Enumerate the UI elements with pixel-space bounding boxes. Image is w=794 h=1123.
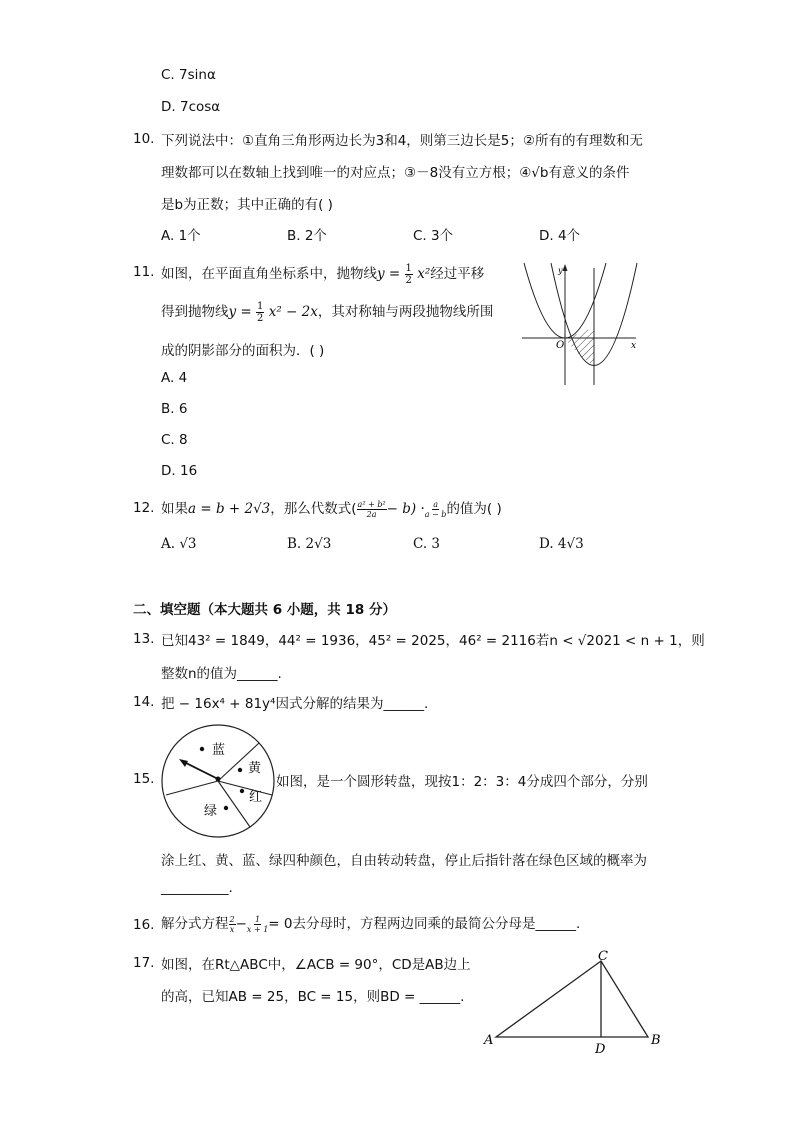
q15-line-2: 涂上红、黄、蓝、绿四种颜色，自由转动转盘，停止后指针落在绿色区域的概率为 (161, 853, 647, 869)
q9-option-d: D. 7cosα (161, 99, 221, 115)
q10-number: 10. (133, 131, 155, 147)
q10-line-1: 下列说法中：①直角三角形两边长为3和4，则第三边长是5；②所有的有理数和无 (161, 133, 643, 149)
q9-option-c: C. 7sinα (161, 67, 216, 83)
q15-label-yellow: 黄 (248, 761, 262, 776)
q12-text-a: 如果 (161, 501, 188, 517)
q14-number: 14. (133, 694, 155, 710)
q12-line-1 (161, 497, 502, 519)
q11-eq1-y: y = (377, 266, 401, 282)
q10-line-3: 是b为正数；其中正确的有( ) (161, 197, 333, 213)
q15-number: 15. (133, 771, 155, 787)
q13-number: 13. (133, 631, 155, 647)
q11-line-1-b: 经过平移 (430, 266, 485, 282)
q11-x-label: x (631, 341, 637, 351)
q11-eq2-den: 2 (257, 312, 264, 324)
q15-label-blue: 蓝 (212, 743, 226, 758)
q12-option-a: A. √3 (161, 536, 197, 552)
q17-label-b: B (651, 1033, 661, 1048)
q12-number: 12. (133, 500, 155, 516)
q11-line-1-a: 如图，在平面直角坐标系中，抛物线 (161, 266, 377, 282)
q17-line-1: 如图，在Rt△ABC中，∠ACB = 90°，CD是AB边上 (161, 957, 471, 973)
q12-text-d: 的值为( ) (446, 501, 502, 517)
q12-option-c: C. 3 (413, 536, 441, 552)
q12-frac2-num: a (433, 499, 438, 509)
q17-number: 17. (133, 955, 155, 971)
q12-frac1 (357, 500, 387, 519)
q10-option-b: B. 2个 (287, 228, 327, 244)
q11-number: 11. (133, 264, 155, 280)
q16-frac2-num: 1 (255, 914, 261, 924)
q11-eq1-den: 2 (405, 274, 412, 286)
q11-line-2-b: ，其对称轴与两段抛物线所围 (317, 304, 494, 320)
q11-eq2-fraction (256, 301, 264, 324)
q11-eq1-num: 1 (405, 262, 412, 274)
q11-line-3: 成的阴影部分的面积为．( ) (161, 343, 325, 359)
q10-option-c: C. 3个 (413, 228, 454, 244)
q16-text-a: 解分式方程 (161, 916, 229, 932)
q14-line-1: 把 − 16x⁴ + 81y⁴因式分解的结果为______. (161, 696, 429, 712)
q11-option-c: C. 8 (161, 432, 188, 448)
q11-line-1 (161, 262, 484, 286)
q12-text-b: ，那么代数式( (270, 501, 357, 517)
q10-option-a: A. 1个 (161, 228, 201, 244)
q11-parabola-graph (518, 258, 646, 388)
q11-eq1-fraction (405, 263, 413, 286)
q12-frac1-num: a² + b² (357, 499, 386, 509)
q16-frac2-den: x + 1 (246, 924, 269, 934)
section-2-heading: 二、填空题（本大题共 6 小题，共 18 分） (133, 602, 396, 618)
q11-eq2-tail: x² − 2x (268, 304, 318, 320)
q11-y-label: y (558, 266, 563, 275)
q12-frac2 (425, 500, 447, 519)
q17-triangle (496, 961, 648, 1037)
q11-origin-label: O (556, 340, 565, 351)
q17-label-c: C (598, 949, 608, 964)
q16-text-b: = 0去分母时，方程两边同乘的最简公分母是______. (268, 916, 581, 932)
q15-line-3: __________. (161, 880, 233, 896)
q17-triangle-diagram (480, 945, 670, 1057)
q16-frac2 (247, 915, 268, 934)
q11-option-a: A. 4 (161, 370, 188, 386)
q11-option-d: D. 16 (161, 463, 198, 479)
q16-frac1-den: x (229, 924, 235, 934)
q17-line-2: 的高，已知AB = 25，BC = 15，则BD = ______. (161, 989, 465, 1005)
q11-line-2-a: 得到抛物线 (161, 304, 229, 320)
q15-label-green: 绿 (204, 804, 218, 819)
q12-expr1: a = b + 2√3 (188, 501, 271, 517)
q12-option-b: B. 2√3 (287, 536, 332, 552)
q11-eq2-y: y = (228, 304, 252, 320)
q16-number: 16. (133, 917, 155, 933)
q16-line-1 (161, 912, 580, 934)
q17-label-d: D (595, 1042, 606, 1057)
q17-label-a: A (484, 1033, 494, 1048)
q11-line-2 (161, 300, 493, 324)
q12-frac1-den: 2a (366, 509, 377, 519)
q11-option-b: B. 6 (161, 401, 188, 417)
q15-spinner (160, 723, 276, 839)
q13-line-2: 整数n的值为______. (161, 666, 282, 682)
q15-line-1: 如图，是一个圆形转盘，现按1：2：3：4分成四个部分，分别 (276, 774, 648, 790)
q11-eq1-tail: x² (417, 266, 431, 282)
q12-frac2-den: a − b (424, 509, 447, 519)
q13-line-1: 已知43² = 1849，44² = 1936，45² = 2025，46² = 2116若n < √2021 < n + 1，则 (161, 633, 705, 649)
q15-label-red: 红 (249, 790, 263, 805)
q10-option-d: D. 4个 (539, 228, 581, 244)
q16-minus: − (235, 916, 247, 932)
q12-text-c: − b) · (386, 501, 425, 517)
q16-frac1 (229, 915, 236, 934)
q12-option-d: D. 4√3 (539, 536, 584, 552)
q11-eq2-num: 1 (257, 300, 264, 312)
q16-frac1-num: 2 (229, 914, 235, 924)
q10-line-2: 理数都可以在数轴上找到唯一的对应点；③－8没有立方根；④√b有意义的条件 (161, 165, 630, 181)
